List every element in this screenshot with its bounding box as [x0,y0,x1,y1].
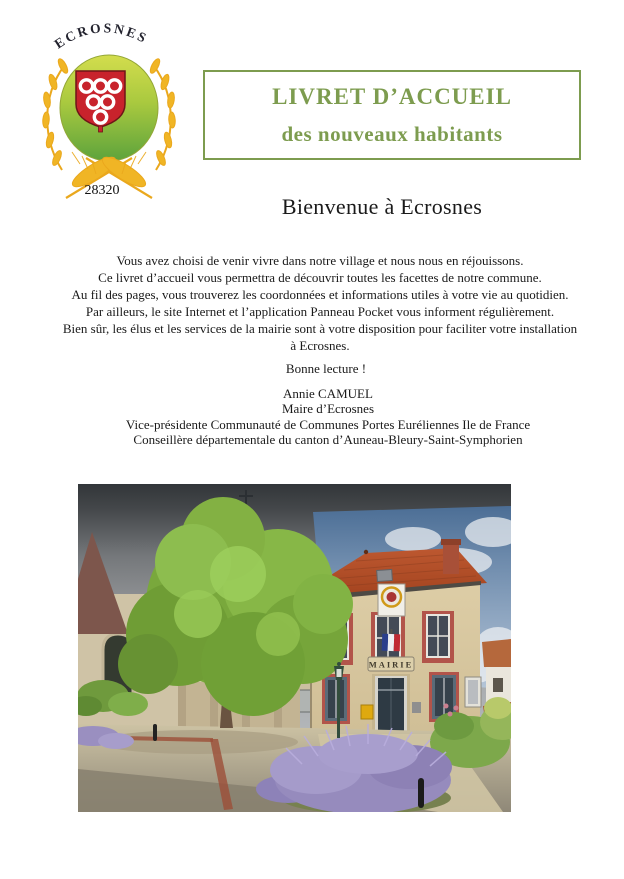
intro-paragraph [8,252,624,354]
signature-name: Annie CAMUEL [283,386,373,401]
intro-line: Ce livret d’accueil vous permettra de découvrir toutes les facettes de notre commune. [98,270,542,285]
bollard [153,724,157,741]
emblem-plaque [378,584,405,616]
intro-line: Vous avez choisi de venir vivre dans notre village et nous nous en réjouissons. [116,253,524,268]
letterbox [361,705,373,719]
signature-role-mayor: Maire d’Ecrosnes [281,401,375,417]
intro-line: Par ailleurs, le site Internet et l’application Panneau Pocket vous informent régulièrement. [85,304,555,319]
commune-logo [36,20,188,208]
booklet-title: LIVRET D’ACCUEIL [272,84,512,109]
mairie-sign [368,657,414,671]
signature-role-vice-president: Vice-présidente Communauté de Communes Portes Euréliennes Ile de France [125,416,531,432]
intro-line: Bien sûr, les élus et les services de la mairie sont à votre disposition pour faciliter votre installation [62,321,578,336]
intro-line: Au fil des pages, vous trouverez les coordonnées et informations utiles à votre vie au quotidien. [71,287,569,302]
closing-line: Bonne lecture ! [285,361,367,376]
booklet-subtitle: des nouveaux habitants [281,122,503,146]
signature-block [16,386,624,447]
wall-box [412,702,421,713]
logo-arc-text: ECROSNES [51,20,151,52]
roof-skylight [377,569,393,581]
welcome-heading: Bienvenue à Ecrosnes [281,194,483,219]
bollard [418,778,424,808]
intro-line: à Ecrosnes. [290,338,350,353]
logo-postal-code: 28320 [84,183,120,198]
coat-of-arms-graphic [36,20,188,208]
mairie-sign-text: MAIRIE [368,659,414,670]
signature-role-counsellor: Conseillère départementale du canton d’Auneau-Bleury-Saint-Symphorien [133,431,523,447]
chimney [443,542,459,574]
town-hall-photo [78,484,511,812]
title-box [203,70,581,160]
